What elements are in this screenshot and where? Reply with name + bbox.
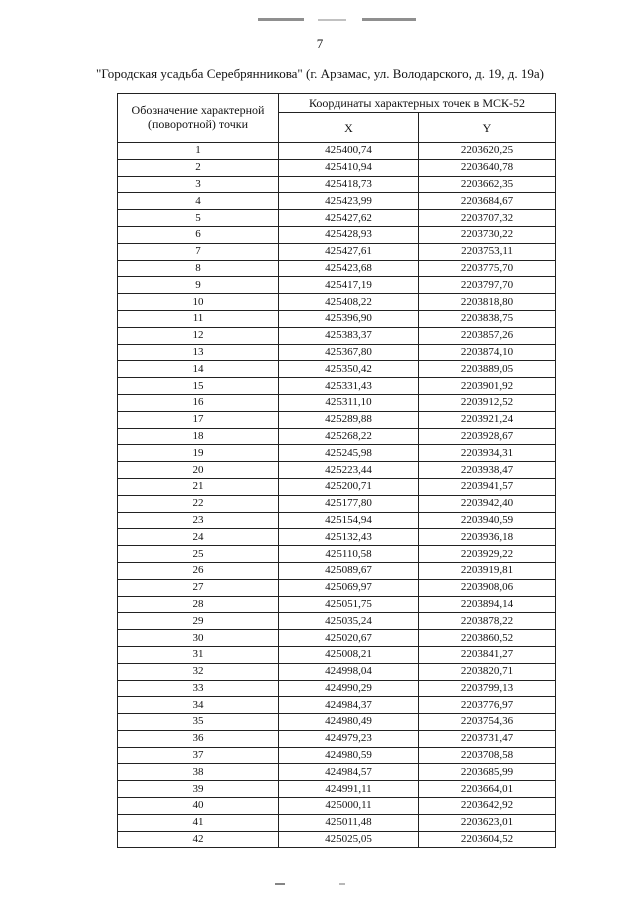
point-number-cell: 22 bbox=[118, 495, 279, 512]
x-coordinate-cell: 424984,57 bbox=[279, 764, 419, 781]
y-coordinate-cell: 2203664,01 bbox=[419, 781, 556, 798]
x-coordinate-cell: 424998,04 bbox=[279, 663, 419, 680]
point-number-cell: 6 bbox=[118, 226, 279, 243]
table-row bbox=[118, 344, 556, 361]
table-row bbox=[118, 646, 556, 663]
x-coordinate-cell: 425410,94 bbox=[279, 159, 419, 176]
y-coordinate-cell: 2203889,05 bbox=[419, 361, 556, 378]
x-coordinate-cell: 425035,24 bbox=[279, 613, 419, 630]
point-number-cell: 34 bbox=[118, 697, 279, 714]
x-coordinate-cell: 425200,71 bbox=[279, 478, 419, 495]
table-row bbox=[118, 730, 556, 747]
table-row bbox=[118, 143, 556, 160]
point-number-cell: 25 bbox=[118, 546, 279, 563]
table-row bbox=[118, 445, 556, 462]
point-number-cell: 4 bbox=[118, 193, 279, 210]
table-row bbox=[118, 462, 556, 479]
table-row bbox=[118, 277, 556, 294]
point-header: Обозначение характерной (поворотной) точки bbox=[118, 94, 279, 143]
point-number-cell: 19 bbox=[118, 445, 279, 462]
x-coordinate-cell: 425245,98 bbox=[279, 445, 419, 462]
x-coordinate-cell: 425110,58 bbox=[279, 546, 419, 563]
table-row bbox=[118, 495, 556, 512]
y-coordinate-cell: 2203941,57 bbox=[419, 478, 556, 495]
point-number-cell: 8 bbox=[118, 260, 279, 277]
y-coordinate-cell: 2203730,22 bbox=[419, 226, 556, 243]
point-number-cell: 36 bbox=[118, 730, 279, 747]
point-number-cell: 15 bbox=[118, 378, 279, 395]
point-number-cell: 28 bbox=[118, 596, 279, 613]
x-coordinate-cell: 425427,61 bbox=[279, 243, 419, 260]
table-row bbox=[118, 176, 556, 193]
x-coordinate-cell: 425367,80 bbox=[279, 344, 419, 361]
point-number-cell: 42 bbox=[118, 831, 279, 848]
x-coordinate-cell: 425051,75 bbox=[279, 596, 419, 613]
y-coordinate-cell: 2203623,01 bbox=[419, 814, 556, 831]
x-coordinate-cell: 425418,73 bbox=[279, 176, 419, 193]
table-row bbox=[118, 193, 556, 210]
point-number-cell: 29 bbox=[118, 613, 279, 630]
y-coordinate-cell: 2203753,11 bbox=[419, 243, 556, 260]
x-coordinate-cell: 425331,43 bbox=[279, 378, 419, 395]
table-row bbox=[118, 394, 556, 411]
y-coordinate-cell: 2203938,47 bbox=[419, 462, 556, 479]
point-number-cell: 24 bbox=[118, 529, 279, 546]
table-row bbox=[118, 327, 556, 344]
point-number-cell: 33 bbox=[118, 680, 279, 697]
point-number-cell: 39 bbox=[118, 781, 279, 798]
point-number-cell: 41 bbox=[118, 814, 279, 831]
point-number-cell: 21 bbox=[118, 478, 279, 495]
point-number-cell: 16 bbox=[118, 394, 279, 411]
y-coordinate-cell: 2203731,47 bbox=[419, 730, 556, 747]
point-number-cell: 40 bbox=[118, 798, 279, 815]
x-coordinate-cell: 425417,19 bbox=[279, 277, 419, 294]
point-number-cell: 3 bbox=[118, 176, 279, 193]
y-coordinate-cell: 2203838,75 bbox=[419, 310, 556, 327]
y-coordinate-cell: 2203685,99 bbox=[419, 764, 556, 781]
point-number-cell: 30 bbox=[118, 630, 279, 647]
y-coordinate-cell: 2203776,97 bbox=[419, 697, 556, 714]
y-coordinate-cell: 2203919,81 bbox=[419, 562, 556, 579]
table-row bbox=[118, 159, 556, 176]
y-coordinate-cell: 2203908,06 bbox=[419, 579, 556, 596]
point-number-cell: 11 bbox=[118, 310, 279, 327]
table-row bbox=[118, 764, 556, 781]
x-coordinate-cell: 425000,11 bbox=[279, 798, 419, 815]
y-coordinate-cell: 2203684,67 bbox=[419, 193, 556, 210]
page-number: 7 bbox=[316, 36, 324, 51]
coordinates-table bbox=[117, 93, 556, 848]
table-row bbox=[118, 243, 556, 260]
y-coordinate-cell: 2203921,24 bbox=[419, 411, 556, 428]
x-coordinate-cell: 425427,62 bbox=[279, 210, 419, 227]
x-coordinate-cell: 425268,22 bbox=[279, 428, 419, 445]
x-coordinate-cell: 425011,48 bbox=[279, 814, 419, 831]
table-row bbox=[118, 428, 556, 445]
table-row bbox=[118, 630, 556, 647]
x-coordinate-cell: 424980,59 bbox=[279, 747, 419, 764]
x-header: X bbox=[279, 113, 419, 143]
x-coordinate-cell: 424990,29 bbox=[279, 680, 419, 697]
y-coordinate-cell: 2203936,18 bbox=[419, 529, 556, 546]
table-row bbox=[118, 613, 556, 630]
x-coordinate-cell: 425132,43 bbox=[279, 529, 419, 546]
x-coordinate-cell: 425154,94 bbox=[279, 512, 419, 529]
point-number-cell: 32 bbox=[118, 663, 279, 680]
y-coordinate-cell: 2203640,78 bbox=[419, 159, 556, 176]
x-coordinate-cell: 424979,23 bbox=[279, 730, 419, 747]
x-coordinate-cell: 425223,44 bbox=[279, 462, 419, 479]
point-number-cell: 20 bbox=[118, 462, 279, 479]
y-coordinate-cell: 2203934,31 bbox=[419, 445, 556, 462]
x-coordinate-cell: 425069,97 bbox=[279, 579, 419, 596]
y-coordinate-cell: 2203857,26 bbox=[419, 327, 556, 344]
x-coordinate-cell: 425408,22 bbox=[279, 294, 419, 311]
table-row bbox=[118, 831, 556, 848]
point-number-cell: 27 bbox=[118, 579, 279, 596]
x-coordinate-cell: 425008,21 bbox=[279, 646, 419, 663]
table-row bbox=[118, 781, 556, 798]
y-coordinate-cell: 2203604,52 bbox=[419, 831, 556, 848]
x-coordinate-cell: 425289,88 bbox=[279, 411, 419, 428]
table-row bbox=[118, 579, 556, 596]
table-row bbox=[118, 512, 556, 529]
y-coordinate-cell: 2203894,14 bbox=[419, 596, 556, 613]
y-coordinate-cell: 2203797,70 bbox=[419, 277, 556, 294]
coordinates-header: Координаты характерных точек в МСК-52 bbox=[279, 94, 556, 113]
x-coordinate-cell: 425396,90 bbox=[279, 310, 419, 327]
point-number-cell: 7 bbox=[118, 243, 279, 260]
y-coordinate-cell: 2203942,40 bbox=[419, 495, 556, 512]
point-number-cell: 10 bbox=[118, 294, 279, 311]
table-row bbox=[118, 697, 556, 714]
table-row bbox=[118, 529, 556, 546]
point-number-cell: 12 bbox=[118, 327, 279, 344]
x-coordinate-cell: 425025,05 bbox=[279, 831, 419, 848]
x-coordinate-cell: 425428,93 bbox=[279, 226, 419, 243]
table-row bbox=[118, 798, 556, 815]
scan-artifact-top bbox=[258, 8, 416, 26]
table-row bbox=[118, 310, 556, 327]
y-coordinate-cell: 2203901,92 bbox=[419, 378, 556, 395]
y-coordinate-cell: 2203642,92 bbox=[419, 798, 556, 815]
point-number-cell: 14 bbox=[118, 361, 279, 378]
x-coordinate-cell: 425423,99 bbox=[279, 193, 419, 210]
point-number-cell: 23 bbox=[118, 512, 279, 529]
y-coordinate-cell: 2203928,67 bbox=[419, 428, 556, 445]
table-row bbox=[118, 411, 556, 428]
y-coordinate-cell: 2203940,59 bbox=[419, 512, 556, 529]
scan-artifact-bottom bbox=[275, 872, 345, 890]
table-row bbox=[118, 226, 556, 243]
table-row bbox=[118, 546, 556, 563]
point-number-cell: 18 bbox=[118, 428, 279, 445]
x-coordinate-cell: 424980,49 bbox=[279, 714, 419, 731]
point-number-cell: 1 bbox=[118, 143, 279, 160]
y-coordinate-cell: 2203878,22 bbox=[419, 613, 556, 630]
x-coordinate-cell: 425350,42 bbox=[279, 361, 419, 378]
table-row bbox=[118, 378, 556, 395]
y-coordinate-cell: 2203818,80 bbox=[419, 294, 556, 311]
table-row bbox=[118, 714, 556, 731]
y-coordinate-cell: 2203662,35 bbox=[419, 176, 556, 193]
x-coordinate-cell: 424984,37 bbox=[279, 697, 419, 714]
table-row bbox=[118, 562, 556, 579]
table-row bbox=[118, 210, 556, 227]
y-coordinate-cell: 2203929,22 bbox=[419, 546, 556, 563]
table-row bbox=[118, 478, 556, 495]
x-coordinate-cell: 425423,68 bbox=[279, 260, 419, 277]
x-coordinate-cell: 424991,11 bbox=[279, 781, 419, 798]
table-row bbox=[118, 260, 556, 277]
point-number-cell: 26 bbox=[118, 562, 279, 579]
x-coordinate-cell: 425400,74 bbox=[279, 143, 419, 160]
y-coordinate-cell: 2203799,13 bbox=[419, 680, 556, 697]
table-row bbox=[118, 294, 556, 311]
point-number-cell: 37 bbox=[118, 747, 279, 764]
point-number-cell: 9 bbox=[118, 277, 279, 294]
y-coordinate-cell: 2203775,70 bbox=[419, 260, 556, 277]
y-coordinate-cell: 2203841,27 bbox=[419, 646, 556, 663]
y-coordinate-cell: 2203860,52 bbox=[419, 630, 556, 647]
y-coordinate-cell: 2203874,10 bbox=[419, 344, 556, 361]
table-row bbox=[118, 814, 556, 831]
y-coordinate-cell: 2203620,25 bbox=[419, 143, 556, 160]
x-coordinate-cell: 425020,67 bbox=[279, 630, 419, 647]
x-coordinate-cell: 425311,10 bbox=[279, 394, 419, 411]
point-number-cell: 17 bbox=[118, 411, 279, 428]
y-header: Y bbox=[419, 113, 556, 143]
y-coordinate-cell: 2203912,52 bbox=[419, 394, 556, 411]
table-row bbox=[118, 596, 556, 613]
table-row bbox=[118, 680, 556, 697]
x-coordinate-cell: 425089,67 bbox=[279, 562, 419, 579]
point-number-cell: 5 bbox=[118, 210, 279, 227]
x-coordinate-cell: 425177,80 bbox=[279, 495, 419, 512]
x-coordinate-cell: 425383,37 bbox=[279, 327, 419, 344]
y-coordinate-cell: 2203707,32 bbox=[419, 210, 556, 227]
table-row bbox=[118, 747, 556, 764]
document-title: "Городская усадьба Серебрянникова" (г. Арзамас, ул. Володарского, д. 19, д. 19а) bbox=[96, 66, 544, 81]
y-coordinate-cell: 2203708,58 bbox=[419, 747, 556, 764]
point-number-cell: 13 bbox=[118, 344, 279, 361]
y-coordinate-cell: 2203754,36 bbox=[419, 714, 556, 731]
point-number-cell: 38 bbox=[118, 764, 279, 781]
y-coordinate-cell: 2203820,71 bbox=[419, 663, 556, 680]
point-number-cell: 35 bbox=[118, 714, 279, 731]
table-row bbox=[118, 361, 556, 378]
table-row bbox=[118, 663, 556, 680]
point-number-cell: 31 bbox=[118, 646, 279, 663]
point-number-cell: 2 bbox=[118, 159, 279, 176]
